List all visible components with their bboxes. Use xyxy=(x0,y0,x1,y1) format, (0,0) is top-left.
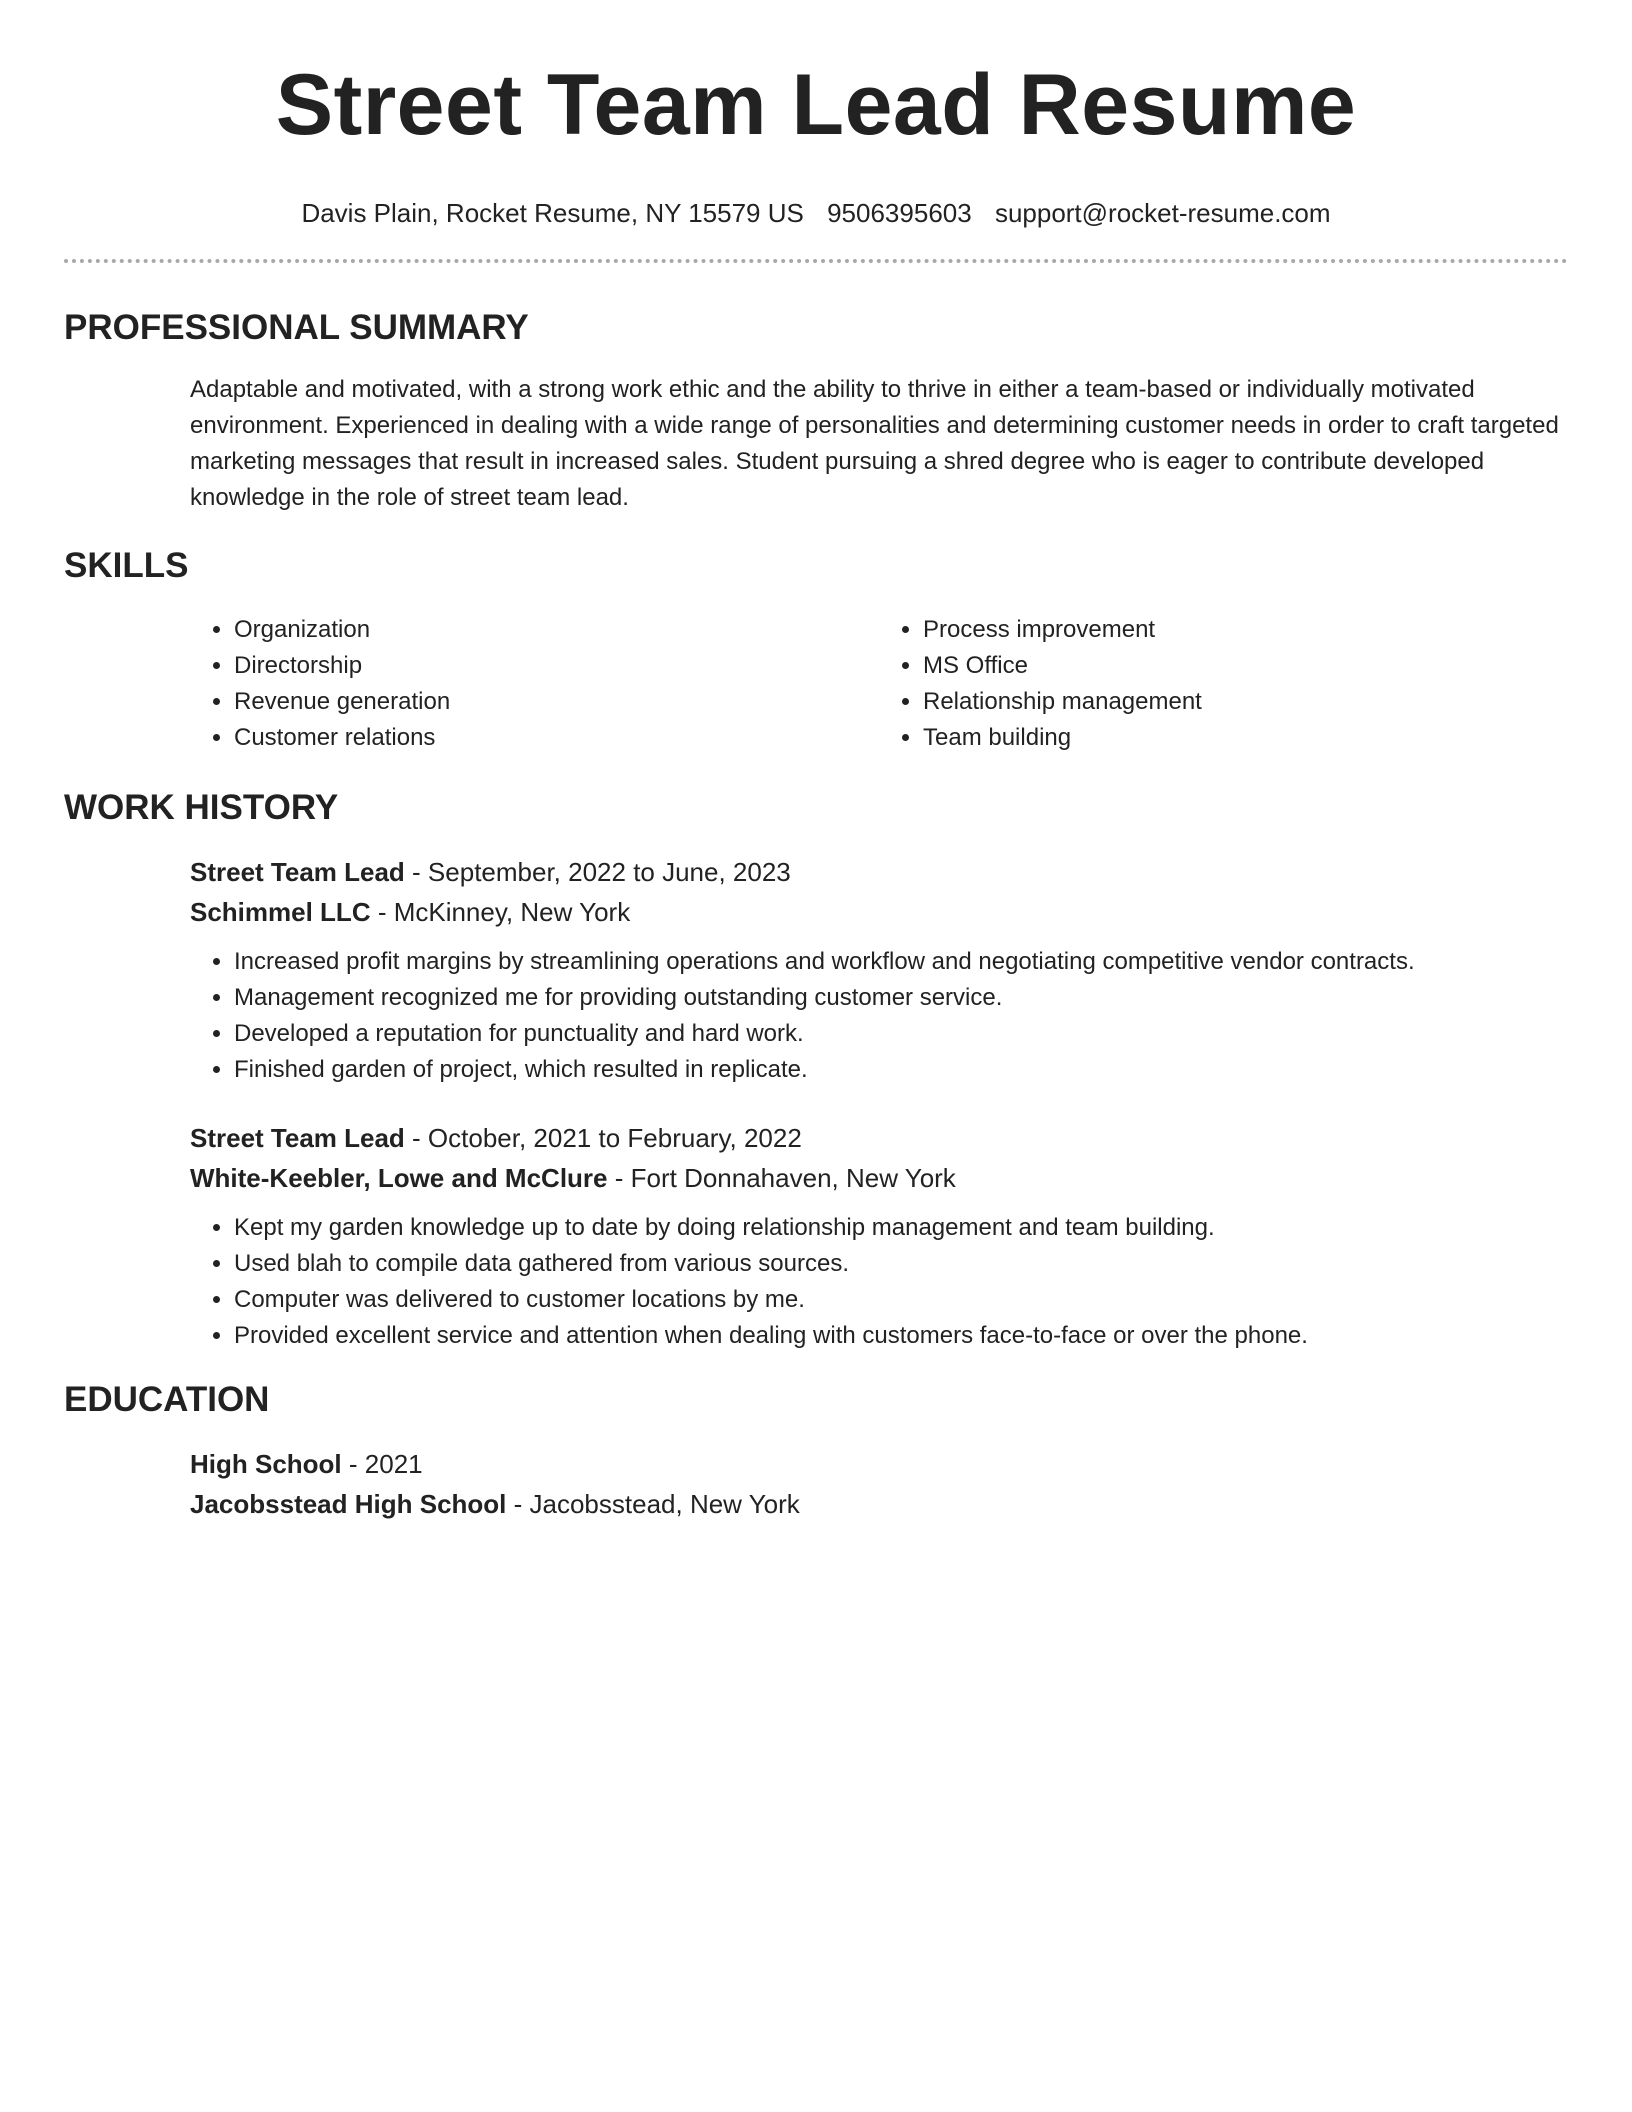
job-bullet: • Developed a reputation for punctuality and hard work. xyxy=(234,1016,1568,1052)
job-bullet: • Increased profit margins by streamlining operations and workflow and negotiating competitive vendor contracts. xyxy=(234,944,1568,980)
job-bullet: • Kept my garden knowledge up to date by doing relationship management and team building. xyxy=(234,1210,1568,1246)
job-role: Street Team Lead xyxy=(190,857,405,887)
job-dates: - October, 2021 to February, 2022 xyxy=(404,1123,802,1153)
job-bullet: • Finished garden of project, which resulted in replicate. xyxy=(234,1052,1568,1088)
job-dates: - September, 2022 to June, 2023 xyxy=(404,857,791,887)
skill-item: • Relationship management xyxy=(923,684,1568,720)
resume-title: Street Team Lead Resume xyxy=(275,57,1357,153)
summary-text: Adaptable and motivated, with a strong work ethic and the ability to thrive in either a team-based or individually motivated environment. Experienced in dealing with a wide range of personalities and determining customer needs in order to craft targeted marketing messages that result in increased sales. Student pursuing a shred degree who is eager to contribute developed knowledge in the role of street team lead. xyxy=(190,376,1559,511)
skill-item: • Directorship xyxy=(234,648,879,684)
job-bullet: • Provided excellent service and attention when dealing with customers face-to-face or over the phone. xyxy=(234,1318,1568,1354)
education-location: - Jacobsstead, New York xyxy=(506,1489,800,1519)
skills-column-right xyxy=(879,612,1568,756)
skills-heading: SKILLS xyxy=(64,546,189,585)
job-company: White-Keebler, Lowe and McClure xyxy=(190,1163,608,1193)
job-title-line xyxy=(190,1118,1568,1158)
education-year: - 2021 xyxy=(341,1449,423,1479)
skill-item: • MS Office xyxy=(923,648,1568,684)
job-company: Schimmel LLC xyxy=(190,897,371,927)
header-divider xyxy=(64,259,1568,263)
skills-grid xyxy=(190,612,1568,756)
skill-item: • Process improvement xyxy=(923,612,1568,648)
education-school-line xyxy=(190,1484,1568,1524)
education-degree-line xyxy=(190,1444,1568,1484)
skill-item: • Customer relations xyxy=(234,720,879,756)
job-bullet: • Computer was delivered to customer locations by me. xyxy=(234,1282,1568,1318)
skill-item: • Revenue generation xyxy=(234,684,879,720)
job-role: Street Team Lead xyxy=(190,1123,405,1153)
contact-address: Davis Plain, Rocket Resume, NY 15579 US xyxy=(301,198,804,228)
job-company-line xyxy=(190,892,1568,932)
job-bullets xyxy=(190,1210,1568,1354)
contact-email: support@rocket-resume.com xyxy=(994,198,1331,228)
education-degree: High School xyxy=(190,1449,342,1479)
job-entry xyxy=(190,1118,1568,1354)
job-entry xyxy=(190,852,1568,1088)
skill-item: • Organization xyxy=(234,612,879,648)
education-school: Jacobsstead High School xyxy=(190,1489,507,1519)
job-bullets xyxy=(190,944,1568,1088)
job-location: - McKinney, New York xyxy=(370,897,631,927)
summary-heading: PROFESSIONAL SUMMARY xyxy=(64,308,529,347)
job-bullet: • Management recognized me for providing outstanding customer service. xyxy=(234,980,1568,1016)
contact-line xyxy=(64,197,1568,229)
job-company-line xyxy=(190,1158,1568,1198)
skill-item: • Team building xyxy=(923,720,1568,756)
job-title-line xyxy=(190,852,1568,892)
education-heading: EDUCATION xyxy=(64,1380,270,1419)
contact-phone: 9506395603 xyxy=(827,198,972,228)
job-bullet: • Used blah to compile data gathered from various sources. xyxy=(234,1246,1568,1282)
skills-column-left xyxy=(190,612,879,756)
job-location: - Fort Donnahaven, New York xyxy=(607,1163,956,1193)
work-history-heading: WORK HISTORY xyxy=(64,788,339,827)
education-entry xyxy=(190,1444,1568,1524)
